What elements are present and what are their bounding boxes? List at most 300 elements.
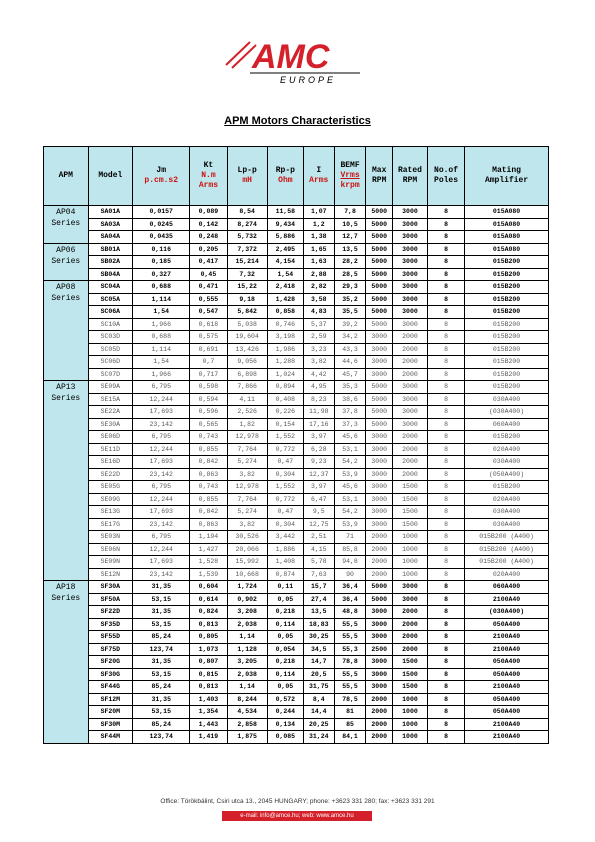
table-cell: 4,534	[227, 706, 267, 719]
table-cell: 3000	[392, 256, 427, 269]
table-cell: 030A400	[465, 506, 549, 519]
table-cell: 123,74	[133, 643, 190, 656]
table-cell: 0,7	[190, 356, 227, 369]
table-cell: 0,575	[190, 331, 227, 344]
table-cell: 8	[427, 568, 464, 581]
series-label: Series	[51, 219, 81, 228]
table-cell: 94,8	[334, 556, 366, 569]
bemf-unit-1: Vrms	[340, 171, 360, 180]
table-cell: 3000	[392, 231, 427, 244]
table-cell: 2000	[392, 343, 427, 356]
table-cell: 0,855	[190, 443, 227, 456]
table-row	[44, 668, 549, 681]
table-cell: 7,764	[227, 493, 267, 506]
col-header-poles	[427, 147, 464, 206]
table-cell: 3000	[366, 456, 393, 469]
table-cell: SE13G	[88, 506, 133, 519]
table-cell: 050A400	[465, 668, 549, 681]
table-cell: 3,97	[303, 431, 334, 444]
table-cell: 015A080	[465, 206, 549, 219]
table-cell: 12,75	[303, 518, 334, 531]
table-cell: 020A400	[465, 568, 549, 581]
table-cell: SF30M	[88, 718, 133, 731]
table-cell: 17,693	[133, 406, 190, 419]
table-cell: 1,63	[303, 256, 334, 269]
current-unit: Arms	[309, 176, 329, 185]
table-cell: 015B200	[465, 256, 549, 269]
table-cell: 0,471	[190, 281, 227, 294]
table-cell: 36,4	[334, 581, 366, 594]
bemf-unit-2: krpm	[340, 181, 360, 190]
table-cell: SE06N	[88, 543, 133, 556]
table-cell: SF35D	[88, 618, 133, 631]
table-cell: 54,2	[334, 506, 366, 519]
table-cell: 5000	[366, 581, 393, 594]
table-cell: 1,443	[190, 718, 227, 731]
table-cell: 030A400	[465, 518, 549, 531]
table-cell: 0,085	[267, 731, 303, 744]
table-cell: 0,218	[267, 606, 303, 619]
table-cell: 050A400	[465, 693, 549, 706]
table-cell: 0,772	[267, 443, 303, 456]
table-cell: SF20M	[88, 706, 133, 719]
table-cell: 8	[427, 293, 464, 306]
table-cell: 5,274	[227, 456, 267, 469]
table-cell: 2,038	[227, 668, 267, 681]
table-cell: SF44M	[88, 731, 133, 744]
table-cell: 2,51	[303, 531, 334, 544]
table-cell: 2000	[392, 443, 427, 456]
table-row	[44, 643, 549, 656]
table-row	[44, 243, 549, 256]
table-cell: 37,8	[334, 406, 366, 419]
table-cell: 2000	[366, 556, 393, 569]
table-row	[44, 456, 549, 469]
table-cell: 8	[427, 468, 464, 481]
table-cell: 0,618	[190, 318, 227, 331]
table-cell: 3000	[366, 518, 393, 531]
table-cell: 3,442	[267, 531, 303, 544]
table-cell: 1,966	[133, 368, 190, 381]
series-label: Series	[51, 594, 81, 603]
table-cell: 1000	[392, 718, 427, 731]
table-cell: 8	[427, 531, 464, 544]
table-cell: 020A400	[465, 443, 549, 456]
jm-unit: p.cm.s2	[144, 176, 179, 185]
table-cell: 1,886	[267, 543, 303, 556]
table-cell: 015B200	[465, 306, 549, 319]
table-cell: 3000	[366, 681, 393, 694]
table-cell: 1,724	[227, 581, 267, 594]
table-cell: 0,114	[267, 668, 303, 681]
table-cell: 0,824	[190, 606, 227, 619]
series-cell	[44, 206, 89, 244]
table-cell: SE06D	[88, 431, 133, 444]
table-cell: 8	[427, 368, 464, 381]
table-cell: 1000	[392, 543, 427, 556]
table-cell: 27,4	[303, 593, 334, 606]
table-cell: 7,8	[334, 206, 366, 219]
table-cell: 1500	[392, 668, 427, 681]
table-cell: 35,2	[334, 293, 366, 306]
table-cell: 1,82	[227, 418, 267, 431]
table-cell: 8	[427, 556, 464, 569]
table-cell: 3000	[366, 343, 393, 356]
rpp-label: Rp-p	[275, 166, 295, 175]
table-cell: 0,134	[267, 718, 303, 731]
table-row	[44, 343, 549, 356]
table-cell: 37,3	[334, 418, 366, 431]
table-cell: 71	[334, 531, 366, 544]
table-cell: 0,746	[267, 318, 303, 331]
table-cell: 8,274	[227, 218, 267, 231]
table-cell: 54,2	[334, 456, 366, 469]
table-row	[44, 318, 549, 331]
table-cell: 3000	[392, 418, 427, 431]
table-cell: 6,795	[133, 381, 190, 394]
table-cell: 0,855	[190, 493, 227, 506]
table-cell: 3000	[392, 281, 427, 294]
table-cell: 23,142	[133, 468, 190, 481]
table-cell: 55,5	[334, 668, 366, 681]
table-cell: 3000	[366, 606, 393, 619]
table-cell: 29,3	[334, 281, 366, 294]
table-cell: 1,408	[267, 556, 303, 569]
table-cell: 3000	[366, 618, 393, 631]
table-cell: 1500	[392, 481, 427, 494]
table-cell: 8	[427, 693, 464, 706]
table-cell: 13,426	[227, 343, 267, 356]
table-cell: 3000	[366, 481, 393, 494]
table-cell: 8	[427, 506, 464, 519]
table-cell: 1500	[392, 656, 427, 669]
table-cell: 8	[427, 681, 464, 694]
table-row	[44, 543, 549, 556]
table-cell: 13,5	[334, 243, 366, 256]
table-cell: 1,54	[133, 356, 190, 369]
page-title: APM Motors Characteristics	[224, 115, 371, 127]
series-label: Series	[51, 394, 81, 403]
table-cell: 1,65	[303, 243, 334, 256]
table-row	[44, 356, 549, 369]
table-cell: 5000	[366, 281, 393, 294]
table-cell: 0,596	[190, 406, 227, 419]
col-header-amplifier	[465, 147, 549, 206]
table-cell: 31,35	[133, 656, 190, 669]
table-cell: 8	[427, 343, 464, 356]
rpp-unit: Ohm	[278, 176, 293, 185]
series-label: AP06	[56, 245, 76, 255]
table-cell: 15,7	[303, 581, 334, 594]
table-cell: SE15A	[88, 393, 133, 406]
table-cell: 1500	[392, 681, 427, 694]
table-cell: 0,244	[267, 706, 303, 719]
table-cell: 81	[334, 706, 366, 719]
table-cell: 0,598	[190, 381, 227, 394]
table-cell: 45,6	[334, 431, 366, 444]
table-cell: 31,35	[133, 606, 190, 619]
table-cell: 0,47	[267, 506, 303, 519]
table-cell: 1,528	[190, 556, 227, 569]
table-cell: 8	[427, 218, 464, 231]
table-cell: 6,795	[133, 531, 190, 544]
table-cell: 0,813	[190, 681, 227, 694]
table-cell: 0,688	[133, 331, 190, 344]
table-cell: 1,54	[267, 268, 303, 281]
table-cell: 3000	[366, 468, 393, 481]
table-cell: 8	[427, 718, 464, 731]
table-cell: 53,1	[334, 493, 366, 506]
table-cell: 0,813	[190, 618, 227, 631]
table-cell: 6,795	[133, 431, 190, 444]
table-row	[44, 556, 549, 569]
col-header-apm: APM	[44, 147, 89, 206]
table-cell: 0,05	[267, 681, 303, 694]
table-cell: 5000	[366, 268, 393, 281]
series-label: AP18	[56, 583, 76, 592]
table-cell: 8	[427, 668, 464, 681]
table-row	[44, 656, 549, 669]
table-cell: (030A400)	[465, 606, 549, 619]
table-cell: 2100A40	[465, 643, 549, 656]
series-label: Series	[51, 294, 81, 303]
table-cell: 0,743	[190, 431, 227, 444]
table-cell: 1,986	[267, 343, 303, 356]
table-cell: 12,978	[227, 481, 267, 494]
table-cell: SA03A	[88, 218, 133, 231]
table-cell: 5000	[366, 206, 393, 219]
table-cell: 12,244	[133, 443, 190, 456]
table-cell: 8	[427, 731, 464, 744]
table-row	[44, 593, 549, 606]
table-cell: 3000	[392, 218, 427, 231]
table-cell: 15,214	[227, 256, 267, 269]
table-cell: 0,691	[190, 343, 227, 356]
amp-label: Mating	[492, 166, 521, 175]
table-cell: 53,1	[334, 443, 366, 456]
table-cell: 53,15	[133, 618, 190, 631]
table-cell: 2,858	[227, 718, 267, 731]
table-row	[44, 568, 549, 581]
table-cell: 030A400	[465, 456, 549, 469]
table-cell: 050A400	[465, 656, 549, 669]
table-row	[44, 306, 549, 319]
table-cell: 2,526	[227, 406, 267, 419]
table-cell: 5000	[366, 381, 393, 394]
table-cell: 28,2	[334, 256, 366, 269]
table-cell: 5000	[366, 231, 393, 244]
table-cell: 2000	[392, 468, 427, 481]
table-cell: 8	[427, 231, 464, 244]
table-cell: SC03D	[88, 331, 133, 344]
table-cell: 1,2	[303, 218, 334, 231]
table-row	[44, 431, 549, 444]
table-cell: 1,428	[267, 293, 303, 306]
table-cell: 1000	[392, 531, 427, 544]
logo-text: AMC	[252, 38, 330, 76]
table-row	[44, 531, 549, 544]
table-cell: 0,863	[190, 468, 227, 481]
table-cell: 3000	[392, 243, 427, 256]
series-cell	[44, 243, 89, 281]
table-cell: (030A400)	[465, 406, 549, 419]
table-cell: 0,0435	[133, 231, 190, 244]
table-cell: 015A080	[465, 218, 549, 231]
table-cell: 30,25	[303, 631, 334, 644]
table-cell: 2,59	[303, 331, 334, 344]
table-cell: 2000	[366, 706, 393, 719]
rated-label: Rated	[397, 166, 422, 175]
table-cell: 8,244	[227, 693, 267, 706]
table-cell: 050A400	[465, 706, 549, 719]
table-cell: 78,5	[334, 693, 366, 706]
table-cell: 3000	[392, 406, 427, 419]
table-cell: SF12M	[88, 693, 133, 706]
series-cell	[44, 281, 89, 381]
table-cell: 1,552	[267, 431, 303, 444]
table-cell: 0,815	[190, 668, 227, 681]
table-cell: 11,98	[303, 406, 334, 419]
table-row	[44, 731, 549, 744]
table-cell: 7,866	[227, 381, 267, 394]
table-cell: 0,0245	[133, 218, 190, 231]
table-row	[44, 606, 549, 619]
table-cell: 5000	[366, 393, 393, 406]
table-cell: 8	[427, 206, 464, 219]
table-cell: 8	[427, 381, 464, 394]
table-cell: 9,23	[303, 456, 334, 469]
table-cell: 3000	[366, 668, 393, 681]
poles-label: No.of	[434, 166, 459, 175]
table-cell: 2100A40	[465, 631, 549, 644]
table-cell: 9,056	[227, 356, 267, 369]
table-cell: 7,764	[227, 443, 267, 456]
table-cell: 20,25	[303, 718, 334, 731]
table-row	[44, 468, 549, 481]
table-cell: 6,898	[227, 368, 267, 381]
table-cell: SE09G	[88, 493, 133, 506]
table-cell: 5000	[366, 243, 393, 256]
table-cell: 8	[427, 706, 464, 719]
table-cell: 18,83	[303, 618, 334, 631]
table-cell: 3000	[392, 318, 427, 331]
table-row	[44, 518, 549, 531]
table-cell: 14,7	[303, 656, 334, 669]
table-cell: 8	[427, 643, 464, 656]
table-cell: 8	[427, 393, 464, 406]
table-cell: 31,24	[303, 731, 334, 744]
table-cell: 20,066	[227, 543, 267, 556]
table-cell: 123,74	[133, 731, 190, 744]
table-cell: 2100A40	[465, 718, 549, 731]
table-cell: 0,604	[190, 581, 227, 594]
table-body	[44, 206, 549, 744]
table-cell: 12,244	[133, 393, 190, 406]
table-cell: 0,417	[190, 256, 227, 269]
table-cell: 48,8	[334, 606, 366, 619]
table-cell: SA01A	[88, 206, 133, 219]
table-cell: 12,244	[133, 493, 190, 506]
table-cell: SF30A	[88, 581, 133, 594]
table-cell: 2100A40	[465, 593, 549, 606]
table-cell: 0,218	[267, 656, 303, 669]
table-cell: 015B200	[465, 431, 549, 444]
table-cell: 3,58	[303, 293, 334, 306]
col-header-model: Model	[88, 147, 133, 206]
table-cell: SF75D	[88, 643, 133, 656]
table-cell: 23,142	[133, 518, 190, 531]
table-cell: 0,863	[190, 518, 227, 531]
table-cell: 0,304	[267, 468, 303, 481]
table-cell: 1,073	[190, 643, 227, 656]
table-cell: 34,2	[334, 331, 366, 344]
kt-unit-1: N.m	[201, 171, 216, 180]
table-cell: 0,327	[133, 268, 190, 281]
table-cell: 1500	[392, 493, 427, 506]
table-cell: 3000	[392, 381, 427, 394]
table-cell: 1,403	[190, 693, 227, 706]
table-cell: 3,82	[303, 356, 334, 369]
table-cell: 8,23	[303, 393, 334, 406]
table-cell: 15,22	[227, 281, 267, 294]
table-cell: 1,427	[190, 543, 227, 556]
table-cell: SE16D	[88, 456, 133, 469]
table-cell: 050A400	[465, 618, 549, 631]
table-cell: 2,88	[303, 268, 334, 281]
table-cell: 015B200	[465, 281, 549, 294]
max-unit: RPM	[372, 176, 387, 185]
table-cell: 28,5	[334, 268, 366, 281]
table-cell: 1,354	[190, 706, 227, 719]
table-cell: SE03N	[88, 531, 133, 544]
col-header-rated-rpm	[392, 147, 427, 206]
table-cell: 8	[427, 418, 464, 431]
amp-unit: Amplifier	[484, 176, 529, 185]
table-cell: 2000	[366, 693, 393, 706]
table-cell: 3000	[392, 581, 427, 594]
table-cell: 5000	[366, 306, 393, 319]
table-cell: 3000	[366, 443, 393, 456]
table-row	[44, 281, 549, 294]
table-cell: 8	[427, 456, 464, 469]
table-cell: 8	[427, 431, 464, 444]
jm-label: Jm	[156, 166, 167, 175]
table-cell: 90	[334, 568, 366, 581]
table-cell: 5,038	[227, 318, 267, 331]
table-cell: 2500	[366, 643, 393, 656]
table-cell: 015A080	[465, 231, 549, 244]
table-cell: 8,4	[303, 693, 334, 706]
table-cell: 2000	[392, 456, 427, 469]
table-cell: 8	[427, 518, 464, 531]
table-cell: 0,842	[190, 506, 227, 519]
table-cell: 2,418	[267, 281, 303, 294]
table-cell: 7,372	[227, 243, 267, 256]
table-cell: 2000	[392, 618, 427, 631]
table-cell: 3,208	[227, 606, 267, 619]
table-cell: 3000	[392, 206, 427, 219]
table-cell: 015B200	[465, 331, 549, 344]
table-cell: 5000	[366, 318, 393, 331]
table-cell: 53,15	[133, 593, 190, 606]
col-header-max-rpm	[366, 147, 393, 206]
table-cell: SC06D	[88, 356, 133, 369]
table-cell: SF30G	[88, 668, 133, 681]
table-cell: 1,14	[227, 631, 267, 644]
series-cell	[44, 381, 89, 581]
table-cell: 1,194	[190, 531, 227, 544]
table-cell: 2000	[392, 643, 427, 656]
